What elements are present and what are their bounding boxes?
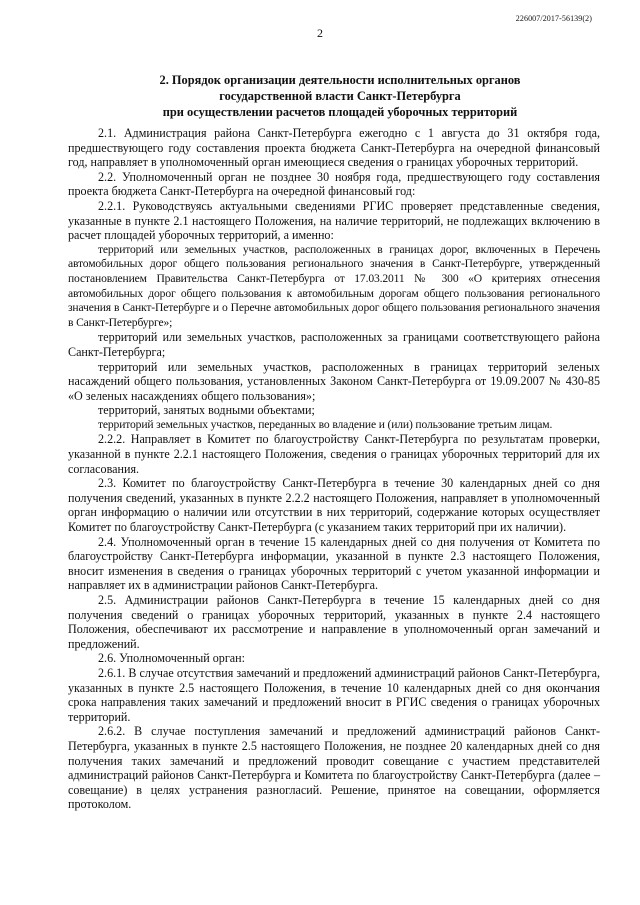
page-number: 2 [317, 26, 323, 40]
paragraph-2-6-1: 2.6.1. В случае отсутствия замечаний и предложений администраций районов Санкт-Петербурга, указанных в пункте 2.5 настоящего Положения, в течение 10 календарных дней со дня окончания срока направления таких замечаний и предложений вносит в РГИС сведения о границах уборочных территорий. [68, 665, 600, 724]
list-item-water-bodies: территорий, занятых водными объектами; [98, 403, 315, 418]
section-title [80, 72, 600, 120]
paragraph-2-1: 2.1. Администрация района Санкт-Петербурга ежегодно с 1 августа до 31 октября года, предшествующего году составления проекта бюджета Санкт-Петербурга на очередной финансовый год, направляет в уполномоченный орган имеющиеся сведения о границах уборочных территорий. [68, 126, 600, 170]
paragraph-2-3: 2.3. Комитет по благоустройству Санкт-Петербурга в течение 30 календарных дней со дня получения сведений, указанных в пункте 2.2.2 настоящего Положения, направляет в уполномоченный орган информацию о наличии или отсутствии в них территорий, содержание которых осуществляет Комитет по благоустройству Санкт-Петербурга (с указанием таких территорий при их наличии). [68, 476, 600, 535]
list-item-outside-district: территорий или земельных участков, расположенных за границами соответствующего района Санкт-Петербурга; [68, 330, 600, 359]
section-title-line: при осуществлении расчетов площадей уборочных территорий [162, 105, 518, 119]
list-item-green-areas: территорий или земельных участков, расположенных в границах территорий зеленых насаждений общего пользования, установленных Законом Санкт-Петербурга от 19.09.2007 № 430-85 «О зеленых насаждениях общего пользования»; [68, 359, 600, 403]
list-item-roads: территорий или земельных участков, расположенных в границах дорог, включенных в Перечень автомобильных дорог общего пользования регионального значения в Санкт-Петербурге, утвержденный постановлением Правительства Санкт-Петербурга от 17.03.2011 № 300 «О критериях отнесения автомобильных дорог общего пользования к автомобильным дорогам общего пользования регионального значения в Санкт-Петербурге и о Перечне автомобильных дорог общего пользования регионального значения в Санкт-Петербурге»; [68, 242, 600, 329]
document-registration-number: 226007/2017-56139(2) [515, 14, 592, 23]
list-item-third-parties: территорий земельных участков, переданных во владение и (или) пользование третьим лицам. [98, 417, 553, 431]
section-title-line: 2. Порядок организации деятельности исполнительных органов [159, 73, 521, 87]
section-title-line: государственной власти Санкт-Петербурга [219, 89, 461, 103]
paragraph-2-4: 2.4. Уполномоченный орган в течение 15 календарных дней со дня получения от Комитета по благоустройству Санкт-Петербурга информации, указанной в пункте 2.3 настоящего Положения, вносит изменения в сведения о границах уборочных территорий с учетом указанной информации и направляет их в администрации районов Санкт-Петербурга. [68, 534, 600, 593]
paragraph-2-6-2: 2.6.2. В случае поступления замечаний и предложений администраций районов Санкт-Петербурга, указанных в пункте 2.5 настоящего Положения, не позднее 20 календарных дней со дня получения таких замечаний и предложений проводит совещание с участием представителей администраций районов Санкт-Петербурга и Комитета по благоустройству Санкт-Петербурга (далее – совещание) в целях устранения разногласий. Решение, принятое на совещании, оформляется протоколом. [68, 724, 600, 812]
document-body [68, 126, 600, 812]
paragraph-2-2-1: 2.2.1. Руководствуясь актуальными сведениями РГИС проверяет представленные сведения, указанные в пункте 2.1 настоящего Положения, на наличие территорий, не подлежащих включению в расчет площадей уборочных территорий, а именно: [68, 198, 600, 243]
paragraph-2-2: 2.2. Уполномоченный орган не позднее 30 ноября года, предшествующего году составления проекта бюджета Санкт-Петербурга на очередной финансовый год: [68, 169, 600, 199]
paragraph-2-2-2: 2.2.2. Направляет в Комитет по благоустройству Санкт-Петербурга по результатам проверки, указанной в пункте 2.2.1 настоящего Положения, сведения о границах уборочных территорий для их согласования. [68, 432, 600, 476]
paragraph-2-6: 2.6. Уполномоченный орган: [98, 651, 246, 666]
paragraph-2-5: 2.5. Администрации районов Санкт-Петербурга в течение 15 календарных дней со дня получения сведений о границах уборочных территорий, указанных в пункте 2.4 настоящего Положения, обеспечивают их рассмотрение и направление в уполномоченный орган замечаний и предложений. [68, 593, 600, 651]
